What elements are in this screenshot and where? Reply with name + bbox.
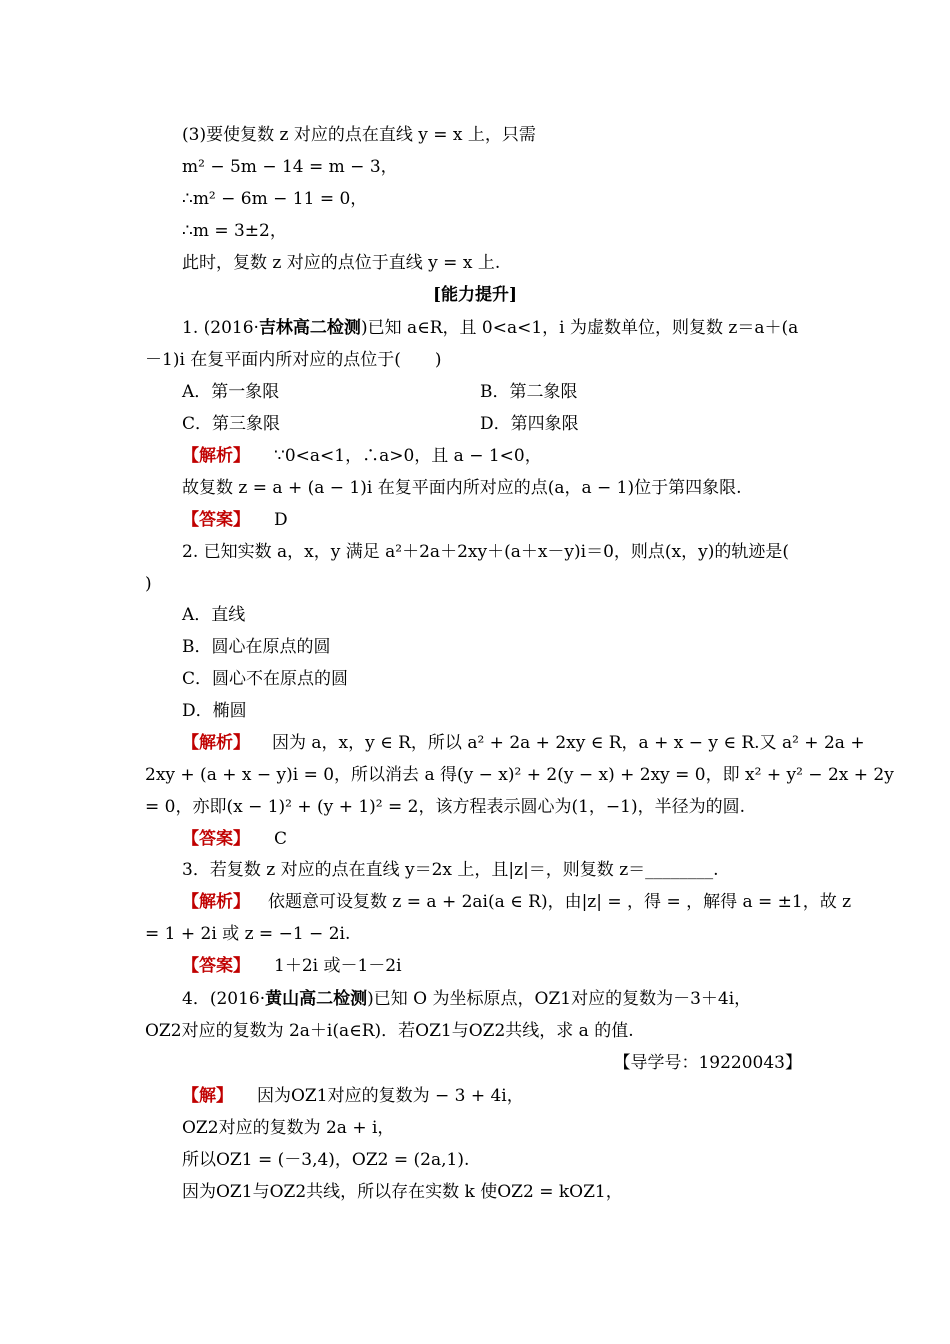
question-source: 黄山高二检测	[265, 989, 368, 1009]
question-4-line-2: OZ2对应的复数为 2a＋i(a∈R)．若OZ1与OZ2共线，求 a 的值.	[145, 1021, 634, 1041]
text-line: ∴m² − 6m − 11 = 0，	[182, 189, 368, 209]
solution-line-3: 所以OZ1 = (－3,4)，OZ2 = (2a,1).	[182, 1150, 470, 1170]
question-2-line-2: )	[145, 574, 152, 594]
answer-line	[182, 827, 287, 851]
question-4-line	[182, 987, 751, 1011]
question-source: 吉林高二检测	[258, 318, 361, 338]
question-text: 4．(2016·	[182, 989, 266, 1009]
analysis-line-3: = 0，亦即(x − 1)² + (y + 1)² = 2，该方程表示圆心为(1，−1)，半径为的圆.	[145, 797, 746, 817]
question-text: )已知 O 为坐标原点，OZ1对应的复数为－3＋4i，	[367, 989, 752, 1009]
solution-line	[182, 1084, 524, 1108]
question-1-line-2: －1)i 在复平面内所对应的点位于( )	[145, 350, 442, 370]
option-b: B．第二象限	[480, 382, 578, 402]
answer-tag: 【答案】	[182, 510, 250, 530]
analysis-line-2: 故复数 z = a + (a − 1)i 在复平面内所对应的点(a，a − 1)位于第四象限.	[182, 478, 742, 498]
guide-number: 【导学号：19220043】	[613, 1053, 802, 1073]
answer-text: D	[274, 510, 288, 530]
question-1-line	[182, 316, 798, 340]
answer-tag: 【答案】	[182, 956, 250, 976]
answer-line	[182, 954, 402, 978]
analysis-line	[182, 444, 542, 468]
text-line: ∴m = 3±2，	[182, 221, 287, 241]
question-text: )已知 a∈R，且 0<a<1，i 为虚数单位，则复数 z＝a＋(a	[360, 318, 799, 338]
section-title: [能力提升]	[432, 285, 518, 305]
answer-text: 1＋2i 或－1－2i	[274, 956, 402, 976]
analysis-line-2: 2xy + (a + x − y)i = 0，所以消去 a 得(y − x)² + 2(y − x) + 2xy = 0，即 x² + y² − 2x + 2y	[145, 765, 894, 785]
option-a: A．直线	[182, 605, 246, 625]
option-d: D．第四象限	[480, 414, 579, 434]
question-2-line: 2. 已知实数 a，x，y 满足 a²＋2a＋2xy＋(a＋x－y)i＝0，则点(x，y)的轨迹是(	[182, 542, 790, 562]
option-c: C．圆心不在原点的圆	[182, 669, 349, 689]
analysis-line	[182, 731, 865, 755]
analysis-tag: 【解析】	[182, 446, 250, 466]
solution-line-4: 因为OZ1与OZ2共线，所以存在实数 k 使OZ2 = kOZ1，	[182, 1182, 623, 1202]
analysis-tag: 【解析】	[182, 733, 250, 753]
analysis-line-2: = 1 + 2i 或 z = −1 − 2i.	[145, 924, 351, 944]
analysis-text: 依题意可设复数 z = a + 2ai(a ∈ R)，由|z| = ，得 = ，解得 a = ±1，故 z	[268, 892, 852, 912]
answer-tag: 【答案】	[182, 829, 250, 849]
answer-line	[182, 508, 288, 532]
solution-text: 因为OZ1对应的复数为 − 3 + 4i，	[257, 1086, 524, 1106]
answer-text: C	[274, 829, 288, 849]
text-line: (3)要使复数 z 对应的点在直线 y = x 上，只需	[182, 125, 536, 145]
analysis-line	[182, 890, 851, 914]
option-a: A．第一象限	[182, 382, 280, 402]
analysis-text: 因为 a，x，y ∈ R，所以 a² + 2a + 2xy ∈ R，a + x − y ∈ R.又 a² + 2a +	[272, 733, 865, 753]
option-c: C．第三象限	[182, 414, 281, 434]
text-line: 此时，复数 z 对应的点位于直线 y = x 上.	[182, 253, 501, 273]
question-3-line: 3．若复数 z 对应的点在直线 y＝2x 上，且|z|＝，则复数 z＝________.	[182, 860, 719, 880]
analysis-tag: 【解析】	[182, 892, 250, 912]
option-d: D．椭圆	[182, 701, 247, 721]
option-b: B．圆心在原点的圆	[182, 637, 331, 657]
solution-tag: 【解】	[182, 1086, 233, 1106]
analysis-text: ∵0<a<1，∴a>0，且 a − 1<0，	[274, 446, 542, 466]
solution-line-2: OZ2对应的复数为 2a + i，	[182, 1118, 395, 1138]
options-row	[182, 380, 279, 404]
text-line: m² − 5m − 14 = m − 3，	[182, 157, 398, 177]
question-text: 1. (2016·	[182, 318, 259, 338]
